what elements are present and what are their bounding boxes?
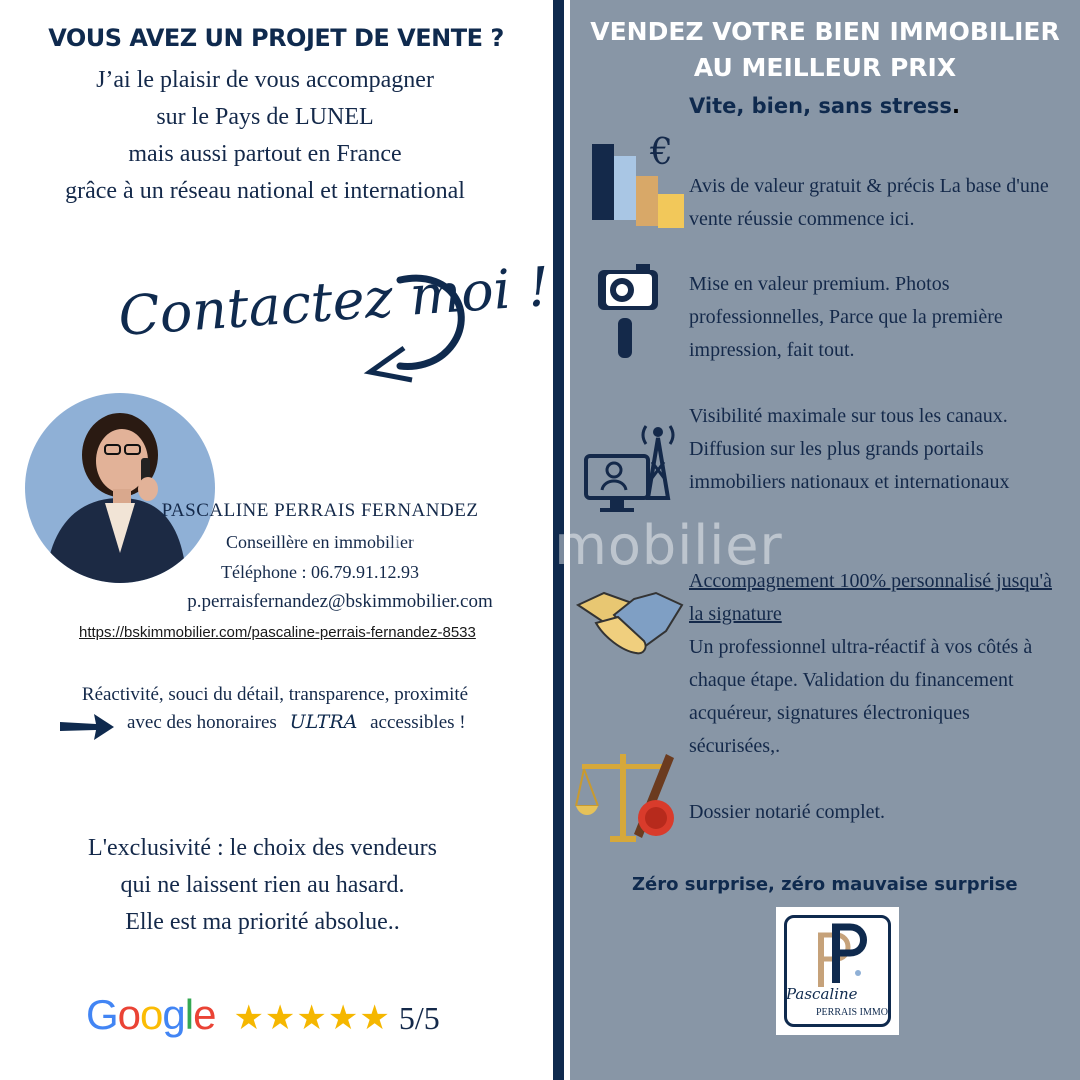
tagline-2-pre: avec des honoraires: [127, 712, 277, 733]
contact-me-script: Contactez moi !: [116, 255, 552, 348]
agent-title: Conseillère en immobilier: [226, 532, 414, 552]
feature-support-text: Un professionnel ultra-réactif à vos côtés à chaque étape. Validation du financement acquéreur, signatures électroniques sécurisées,.: [689, 636, 1033, 757]
intro-line: J’ai le plaisir de vous accompagner: [96, 67, 434, 93]
right-arrow-icon: [58, 710, 116, 742]
google-rating: [86, 991, 440, 1047]
feature-photos: Mise en valeur premium. Photos professionnelles, Parce que la première impression, fait tout.: [689, 273, 1003, 361]
exclusivity-text: [30, 830, 495, 941]
tagline-2-ultra: ULTRA: [289, 711, 358, 733]
exclusivity-line: Elle est ma priorité absolue..: [125, 909, 400, 935]
bar-chart-euro-icon: [588, 132, 690, 234]
watermark-text: bskimmobilier: [388, 514, 783, 577]
broadcast-monitor-icon: [582, 418, 680, 516]
right-subheading-text: Vite, bien, sans stress: [689, 94, 952, 118]
curved-arrow-icon: [360, 268, 475, 383]
agent-email[interactable]: p.perraisfernandez@bskimmobilier.com: [187, 591, 493, 612]
feature-visibility: Visibilité maximale sur tous les canaux. Diffusion sur les plus grands portails immobiliers nationaux et internationaux: [689, 405, 1010, 493]
tagline-2: [127, 711, 466, 734]
feature-notary: Dossier notarié complet.: [689, 801, 886, 823]
svg-text:€: €: [650, 132, 673, 173]
intro-text: [20, 62, 510, 210]
agent-url-link[interactable]: https://bskimmobilier.com/pascaline-perrais-fernandez-8533: [79, 624, 476, 641]
handshake-icon: [574, 585, 686, 661]
rating-stars: ★★★★★: [233, 1000, 391, 1037]
right-subheading: [689, 94, 960, 118]
right-subheading-dot: .: [951, 94, 960, 118]
logo-monogram-icon: [796, 921, 876, 991]
intro-line: grâce à un réseau national et international: [65, 178, 465, 204]
feature-valuation: Avis de valeur gratuit & précis La base d'une vente réussie commence ici.: [689, 175, 1049, 230]
agent-name: PASCALINE PERRAIS FERNANDEZ: [161, 500, 479, 521]
feature-support-title: Accompagnement 100% personnalisé jusqu'à la signature: [689, 570, 1052, 625]
logo-subtext: PERRAIS IMMO: [816, 1007, 888, 1018]
right-heading-line-1: VENDEZ VOTRE BIEN IMMOBILIER: [590, 17, 1060, 46]
agent-phone[interactable]: Téléphone : 06.79.91.12.93: [221, 562, 419, 582]
agent-email-wrap: [130, 587, 550, 617]
logo-script: Pascaline: [786, 985, 858, 1003]
left-heading: VOUS AVEZ UN PROJET DE VENTE ?: [48, 24, 504, 52]
google-logo: Google: [86, 991, 216, 1038]
camera-stabilizer-icon: [592, 262, 664, 360]
rating-value: 5/5: [398, 1000, 440, 1036]
tagline-2-post: accessibles !: [370, 712, 466, 733]
intro-line: sur le Pays de LUNEL: [156, 104, 374, 130]
perrais-immo-logo: [776, 907, 899, 1035]
exclusivity-line: qui ne laissent rien au hasard.: [120, 872, 405, 898]
scales-seal-icon: [574, 748, 682, 846]
tagline-1: Réactivité, souci du détail, transparence, proximité: [81, 684, 469, 705]
exclusivity-line: L'exclusivité : le choix des vendeurs: [88, 835, 437, 861]
right-bottom-slogan: Zéro surprise, zéro mauvaise surprise: [632, 874, 1018, 895]
right-heading: [590, 14, 1060, 86]
right-heading-line-2: AU MEILLEUR PRIX: [693, 53, 957, 82]
intro-line: mais aussi partout en France: [128, 141, 402, 167]
